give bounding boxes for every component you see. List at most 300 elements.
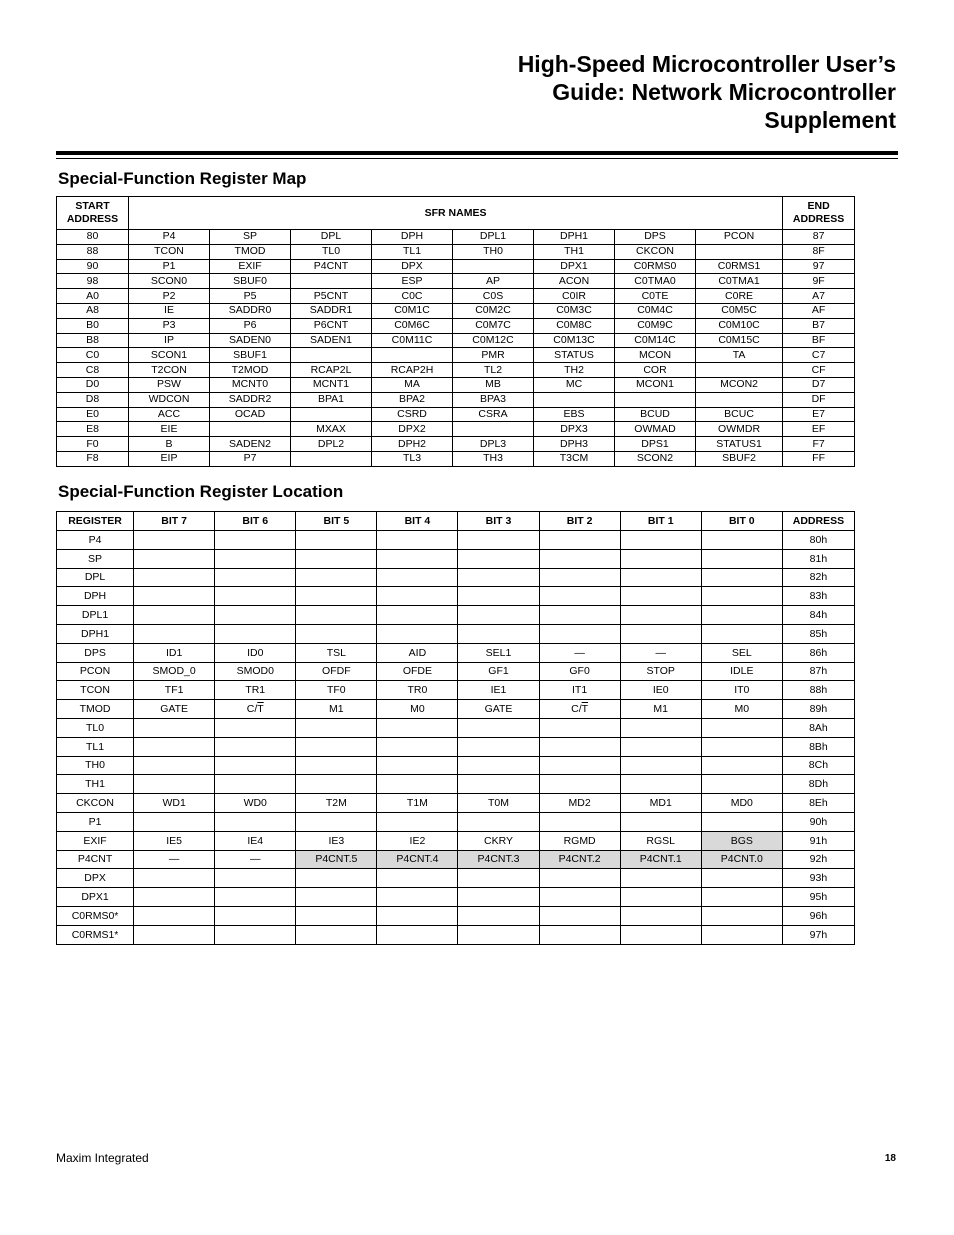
register-row <box>57 643 855 662</box>
sfr-name-cell: C0M13C <box>534 333 615 348</box>
bit-cell <box>620 718 701 737</box>
bit-cell: TSL <box>296 643 377 662</box>
sfr-name-cell: BCUD <box>615 407 696 422</box>
sfr-name-cell: C0M9C <box>615 318 696 333</box>
map-row <box>57 230 855 245</box>
register-address-cell: 81h <box>782 549 854 568</box>
sfr-name-cell: EXIF <box>210 259 291 274</box>
bit-cell: ID1 <box>134 643 215 662</box>
sfr-name-cell: ACC <box>129 407 210 422</box>
sfr-name-cell: STATUS <box>534 348 615 363</box>
sfr-name-cell: MB <box>453 377 534 392</box>
map-row <box>57 318 855 333</box>
map-row <box>57 244 855 259</box>
end-address-cell: D7 <box>783 377 855 392</box>
sfr-name-cell: C0M7C <box>453 318 534 333</box>
bit-cell <box>701 549 782 568</box>
location-header-cell: BIT 5 <box>296 512 377 531</box>
bit-cell: GATE <box>134 700 215 719</box>
end-address-cell: DF <box>783 392 855 407</box>
sfr-name-cell: OWMDR <box>696 422 783 437</box>
bit-cell <box>701 568 782 587</box>
bit-cell <box>377 624 458 643</box>
map-row <box>57 303 855 318</box>
start-address-cell: F8 <box>57 451 129 466</box>
register-address-cell: 8Ch <box>782 756 854 775</box>
bit-cell <box>458 549 539 568</box>
sfr-name-cell: TA <box>696 348 783 363</box>
bit-cell <box>539 606 620 625</box>
map-row <box>57 392 855 407</box>
register-row <box>57 587 855 606</box>
register-address-cell: 97h <box>782 925 854 944</box>
sfr-name-cell: C0RMS1 <box>696 259 783 274</box>
bit-cell <box>701 812 782 831</box>
bit-cell <box>701 718 782 737</box>
bit-cell <box>377 587 458 606</box>
bit-cell <box>377 888 458 907</box>
bit-cell: M1 <box>620 700 701 719</box>
bit-cell: — <box>620 643 701 662</box>
bit-cell <box>296 568 377 587</box>
bit-cell <box>377 756 458 775</box>
sfr-location-table <box>56 511 855 945</box>
sfr-name-cell: T3CM <box>534 451 615 466</box>
end-address-header: END ADDRESS <box>783 197 855 230</box>
register-name-cell: TL0 <box>57 718 134 737</box>
map-row <box>57 407 855 422</box>
sfr-names-header: SFR NAMES <box>129 197 783 230</box>
register-address-cell: 91h <box>782 831 854 850</box>
sfr-name-cell: AP <box>453 274 534 289</box>
bit-cell <box>539 549 620 568</box>
end-address-cell: EF <box>783 422 855 437</box>
end-address-cell: A7 <box>783 289 855 304</box>
start-address-cell: 88 <box>57 244 129 259</box>
bit-cell: M0 <box>377 700 458 719</box>
start-address-cell: C8 <box>57 363 129 378</box>
register-row <box>57 700 855 719</box>
sfr-name-cell: TMOD <box>210 244 291 259</box>
sfr-name-cell: BPA1 <box>291 392 372 407</box>
bit-cell <box>539 737 620 756</box>
sfr-name-cell: DPX3 <box>534 422 615 437</box>
bit-cell <box>620 568 701 587</box>
sfr-name-cell: DPX <box>372 259 453 274</box>
bit-cell <box>296 756 377 775</box>
sfr-map-body <box>57 230 855 467</box>
sfr-name-cell: P3 <box>129 318 210 333</box>
bit-cell <box>134 775 215 794</box>
bit-cell: IE1 <box>458 681 539 700</box>
bit-cell <box>215 624 296 643</box>
sfr-name-cell: P5 <box>210 289 291 304</box>
sfr-name-cell: CSRA <box>453 407 534 422</box>
sfr-name-cell: C0TMA1 <box>696 274 783 289</box>
bit-cell <box>458 587 539 606</box>
bit-cell: M1 <box>296 700 377 719</box>
register-address-cell: 83h <box>782 587 854 606</box>
sfr-name-cell <box>453 259 534 274</box>
sfr-name-cell: TL2 <box>453 363 534 378</box>
bit-cell: RGMD <box>539 831 620 850</box>
bit-cell: WD0 <box>215 794 296 813</box>
bit-cell <box>539 531 620 550</box>
bit-cell <box>215 606 296 625</box>
bit-cell <box>539 718 620 737</box>
sfr-name-cell: DPX2 <box>372 422 453 437</box>
register-name-cell: DPH1 <box>57 624 134 643</box>
end-address-cell: B7 <box>783 318 855 333</box>
sfr-name-cell: BPA3 <box>453 392 534 407</box>
bit-cell: CKRY <box>458 831 539 850</box>
bit-cell: T2M <box>296 794 377 813</box>
sfr-name-cell: OWMAD <box>615 422 696 437</box>
register-address-cell: 8Dh <box>782 775 854 794</box>
map-row <box>57 437 855 452</box>
bit-cell <box>458 624 539 643</box>
start-address-header: START ADDRESS <box>57 197 129 230</box>
bit-cell: — <box>539 643 620 662</box>
location-header-cell: BIT 2 <box>539 512 620 531</box>
sfr-name-cell: WDCON <box>129 392 210 407</box>
bit-cell <box>215 549 296 568</box>
register-address-cell: 89h <box>782 700 854 719</box>
register-row <box>57 775 855 794</box>
register-row <box>57 568 855 587</box>
map-row <box>57 274 855 289</box>
sfr-name-cell: SADEN0 <box>210 333 291 348</box>
sfr-name-cell: SBUF1 <box>210 348 291 363</box>
sfr-name-cell: CKCON <box>615 244 696 259</box>
start-address-cell: B0 <box>57 318 129 333</box>
document-title: High-Speed Microcontroller User’s Guide: Network Microcontroller Supplement <box>517 51 896 133</box>
start-address-cell: B8 <box>57 333 129 348</box>
bit-cell <box>701 869 782 888</box>
register-row <box>57 831 855 850</box>
bit-cell <box>296 869 377 888</box>
bit-cell <box>620 624 701 643</box>
bit-cell <box>134 624 215 643</box>
bit-cell <box>620 756 701 775</box>
start-address-cell: 98 <box>57 274 129 289</box>
sfr-name-cell: TH1 <box>534 244 615 259</box>
register-address-cell: 8Ah <box>782 718 854 737</box>
register-name-cell: CKCON <box>57 794 134 813</box>
bit-cell: IE5 <box>134 831 215 850</box>
bit-cell <box>296 531 377 550</box>
bit-cell: P4CNT.1 <box>620 850 701 869</box>
bit-cell <box>701 737 782 756</box>
bit-cell <box>215 718 296 737</box>
register-row <box>57 756 855 775</box>
bit-cell <box>215 775 296 794</box>
register-name-cell: DPL1 <box>57 606 134 625</box>
register-address-cell: 93h <box>782 869 854 888</box>
sfr-name-cell: RCAP2H <box>372 363 453 378</box>
sfr-name-cell: MXAX <box>291 422 372 437</box>
sfr-name-cell: MCON1 <box>615 377 696 392</box>
sfr-name-cell: TL0 <box>291 244 372 259</box>
bit-cell <box>539 888 620 907</box>
bit-cell <box>296 888 377 907</box>
sfr-name-cell: PMR <box>453 348 534 363</box>
bit-cell <box>701 906 782 925</box>
end-address-cell: 8F <box>783 244 855 259</box>
sfr-name-cell: P7 <box>210 451 291 466</box>
sfr-name-cell: DPH2 <box>372 437 453 452</box>
bit-cell: $C/\overline{T}$ <box>539 700 620 719</box>
bit-cell <box>215 869 296 888</box>
sfr-name-cell: C0M2C <box>453 303 534 318</box>
bit-cell: T0M <box>458 794 539 813</box>
sfr-name-cell: ACON <box>534 274 615 289</box>
bit-cell: P4CNT.2 <box>539 850 620 869</box>
sfr-name-cell: DPL3 <box>453 437 534 452</box>
bit-cell <box>458 606 539 625</box>
bit-cell <box>458 756 539 775</box>
sfr-name-cell: SBUF2 <box>696 451 783 466</box>
bit-cell: SMOD0 <box>215 662 296 681</box>
start-address-cell: D8 <box>57 392 129 407</box>
bit-cell: SEL1 <box>458 643 539 662</box>
bit-cell <box>215 568 296 587</box>
bit-cell <box>620 812 701 831</box>
sfr-name-cell <box>291 348 372 363</box>
bit-cell <box>701 756 782 775</box>
sfr-name-cell: IE <box>129 303 210 318</box>
map-row <box>57 422 855 437</box>
sfr-name-cell: TH3 <box>453 451 534 466</box>
map-row <box>57 363 855 378</box>
sfr-name-cell: OCAD <box>210 407 291 422</box>
register-address-cell: 88h <box>782 681 854 700</box>
bit-cell <box>458 869 539 888</box>
sfr-name-cell: TCON <box>129 244 210 259</box>
register-name-cell: TH1 <box>57 775 134 794</box>
bit-cell: MD1 <box>620 794 701 813</box>
location-header-cell: BIT 0 <box>701 512 782 531</box>
register-row <box>57 925 855 944</box>
sfr-name-cell: P5CNT <box>291 289 372 304</box>
bit-cell <box>377 775 458 794</box>
sfr-map-heading: Special-Function Register Map <box>58 169 307 188</box>
sfr-name-cell: C0RE <box>696 289 783 304</box>
register-row <box>57 549 855 568</box>
bit-cell <box>539 906 620 925</box>
register-name-cell: TCON <box>57 681 134 700</box>
sfr-name-cell <box>534 392 615 407</box>
bit-cell <box>620 549 701 568</box>
bit-cell: — <box>215 850 296 869</box>
sfr-location-body <box>57 531 855 945</box>
bit-cell <box>458 718 539 737</box>
sfr-name-cell <box>696 363 783 378</box>
bit-cell: TR0 <box>377 681 458 700</box>
sfr-name-cell: C0M10C <box>696 318 783 333</box>
sfr-name-cell: TL3 <box>372 451 453 466</box>
bit-cell <box>701 587 782 606</box>
bit-cell <box>458 568 539 587</box>
start-address-cell: E0 <box>57 407 129 422</box>
register-name-cell: TH0 <box>57 756 134 775</box>
bit-cell: P4CNT.0 <box>701 850 782 869</box>
sfr-name-cell: P4 <box>129 230 210 245</box>
sfr-name-cell: EIE <box>129 422 210 437</box>
register-row <box>57 888 855 907</box>
sfr-name-cell <box>615 392 696 407</box>
location-header-cell: BIT 3 <box>458 512 539 531</box>
sfr-name-cell: C0M8C <box>534 318 615 333</box>
sfr-name-cell: C0TMA0 <box>615 274 696 289</box>
bit-cell <box>134 869 215 888</box>
end-address-cell: 97 <box>783 259 855 274</box>
bit-cell: AID <box>377 643 458 662</box>
bit-cell <box>377 869 458 888</box>
bit-cell: GF1 <box>458 662 539 681</box>
bit-cell <box>134 888 215 907</box>
sfr-name-cell: DPH <box>372 230 453 245</box>
bit-cell: SEL <box>701 643 782 662</box>
sfr-name-cell: DPS <box>615 230 696 245</box>
sfr-name-cell: P6 <box>210 318 291 333</box>
sfr-map-table <box>56 196 855 467</box>
bit-cell <box>458 925 539 944</box>
sfr-name-cell: P1 <box>129 259 210 274</box>
bit-cell: P4CNT.3 <box>458 850 539 869</box>
sfr-name-cell: C0IR <box>534 289 615 304</box>
bit-cell: OFDF <box>296 662 377 681</box>
bit-cell: BGS <box>701 831 782 850</box>
bit-cell: STOP <box>620 662 701 681</box>
sfr-location-heading: Special-Function Register Location <box>58 482 344 501</box>
end-address-cell: E7 <box>783 407 855 422</box>
bit-cell: IE0 <box>620 681 701 700</box>
sfr-name-cell: B <box>129 437 210 452</box>
register-address-cell: 8Bh <box>782 737 854 756</box>
sfr-name-cell: MA <box>372 377 453 392</box>
bit-cell <box>296 587 377 606</box>
sfr-name-cell: TL1 <box>372 244 453 259</box>
bit-cell: P4CNT.4 <box>377 850 458 869</box>
bit-cell <box>296 549 377 568</box>
end-address-cell: 9F <box>783 274 855 289</box>
register-address-cell: 96h <box>782 906 854 925</box>
bit-cell <box>377 531 458 550</box>
bit-cell: IE4 <box>215 831 296 850</box>
register-row <box>57 624 855 643</box>
sfr-name-cell: EBS <box>534 407 615 422</box>
sfr-name-cell: T2MOD <box>210 363 291 378</box>
register-row <box>57 794 855 813</box>
register-name-cell: P1 <box>57 812 134 831</box>
register-name-cell: DPH <box>57 587 134 606</box>
register-row <box>57 718 855 737</box>
sfr-name-cell: C0RMS0 <box>615 259 696 274</box>
sfr-name-cell: STATUS1 <box>696 437 783 452</box>
bit-cell <box>539 775 620 794</box>
sfr-name-cell: SCON0 <box>129 274 210 289</box>
bit-cell <box>701 888 782 907</box>
bit-cell <box>215 888 296 907</box>
bit-cell <box>134 531 215 550</box>
register-name-cell: PCON <box>57 662 134 681</box>
bit-cell <box>458 775 539 794</box>
bit-cell <box>215 906 296 925</box>
bit-cell <box>134 925 215 944</box>
bit-cell: SMOD_0 <box>134 662 215 681</box>
register-row <box>57 812 855 831</box>
bit-cell <box>134 718 215 737</box>
sfr-name-cell: SADDR2 <box>210 392 291 407</box>
bit-cell: M0 <box>701 700 782 719</box>
end-address-cell: AF <box>783 303 855 318</box>
bit-cell <box>296 606 377 625</box>
sfr-name-cell: PCON <box>696 230 783 245</box>
register-name-cell: TL1 <box>57 737 134 756</box>
sfr-name-cell: SP <box>210 230 291 245</box>
sfr-name-cell: P2 <box>129 289 210 304</box>
bit-cell: IDLE <box>701 662 782 681</box>
bit-cell <box>377 606 458 625</box>
bit-cell <box>701 531 782 550</box>
bit-cell <box>620 925 701 944</box>
register-name-cell: P4 <box>57 531 134 550</box>
bit-cell: RGSL <box>620 831 701 850</box>
sfr-name-cell <box>696 392 783 407</box>
bit-cell <box>377 549 458 568</box>
sfr-name-cell: DPH1 <box>534 230 615 245</box>
register-row <box>57 606 855 625</box>
bit-cell <box>701 624 782 643</box>
bit-cell <box>539 925 620 944</box>
register-row <box>57 681 855 700</box>
bit-cell: TR1 <box>215 681 296 700</box>
bit-cell <box>377 906 458 925</box>
bit-cell <box>296 812 377 831</box>
bit-cell <box>620 531 701 550</box>
register-name-cell: SP <box>57 549 134 568</box>
bit-cell <box>539 624 620 643</box>
bit-cell <box>296 737 377 756</box>
bit-cell <box>215 925 296 944</box>
register-address-cell: 95h <box>782 888 854 907</box>
sfr-name-cell: C0M4C <box>615 303 696 318</box>
register-address-cell: 82h <box>782 568 854 587</box>
bit-cell: IT1 <box>539 681 620 700</box>
bit-cell <box>215 756 296 775</box>
sfr-name-cell: SADEN1 <box>291 333 372 348</box>
bit-cell <box>458 888 539 907</box>
register-name-cell: C0RMS0* <box>57 906 134 925</box>
sfr-name-cell: DPX1 <box>534 259 615 274</box>
register-name-cell: DPX1 <box>57 888 134 907</box>
sfr-name-cell: DPH3 <box>534 437 615 452</box>
bit-cell <box>296 906 377 925</box>
bit-cell <box>620 587 701 606</box>
bit-cell <box>377 568 458 587</box>
sfr-name-cell: C0M6C <box>372 318 453 333</box>
sfr-name-cell: TH2 <box>534 363 615 378</box>
bit-cell <box>377 737 458 756</box>
bit-cell <box>539 812 620 831</box>
location-header-cell: BIT 6 <box>215 512 296 531</box>
sfr-name-cell: RCAP2L <box>291 363 372 378</box>
location-header-cell: BIT 7 <box>134 512 215 531</box>
bit-cell: T1M <box>377 794 458 813</box>
register-row <box>57 850 855 869</box>
sfr-name-cell: C0C <box>372 289 453 304</box>
